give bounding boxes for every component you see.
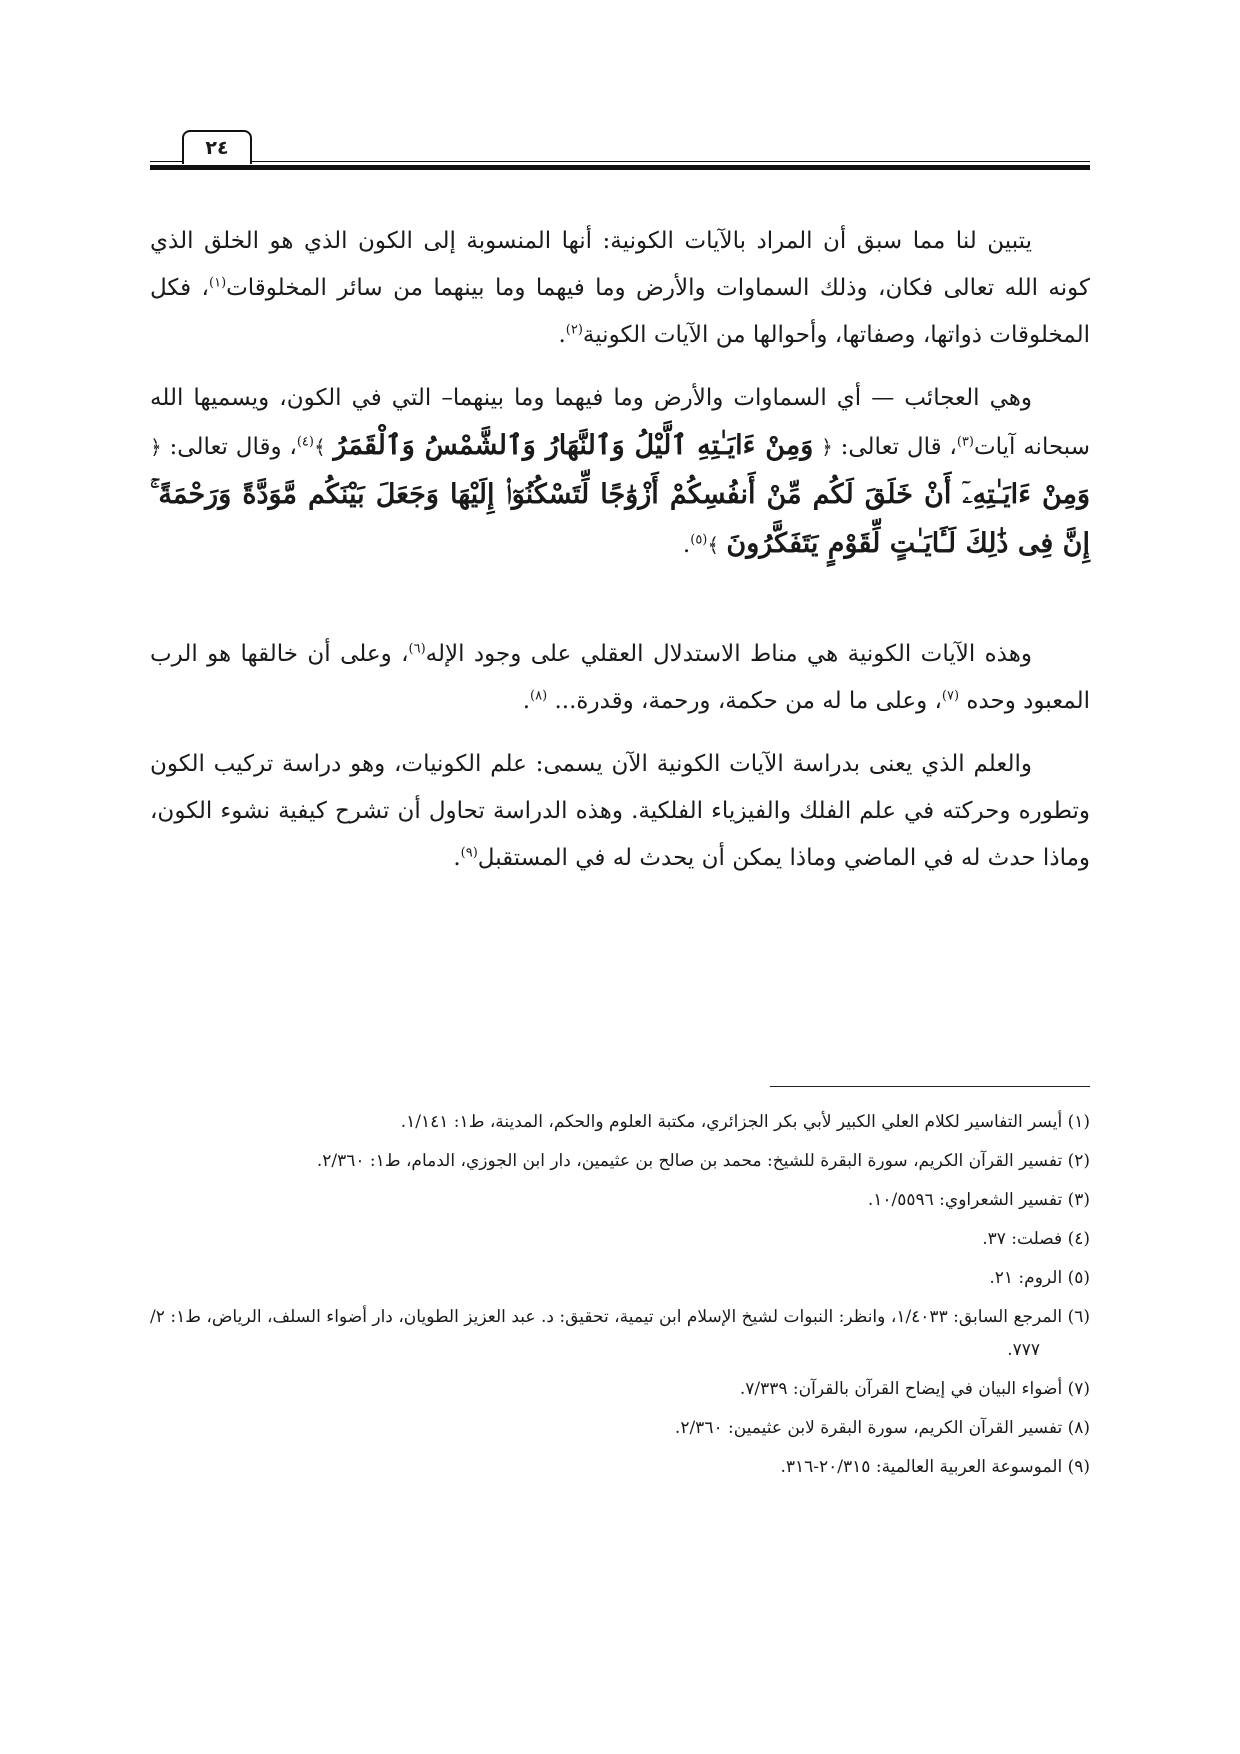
header-rule-thin <box>150 161 1090 163</box>
footnote-item: (٨) تفسير القرآن الكريم، سورة البقرة لابن عثيمين: ٢/٣٦٠. <box>674 1418 1090 1438</box>
paragraph-text: ، وعلى ما له من حكمة، ورحمة، وقدرة... <box>547 688 942 714</box>
footnote-item: (١) أيسر التفاسير لكلام العلي الكبير لأبي بكر الجزائري، مكتبة العلوم والحكم، المدينة، ط١: ١/١٤١. <box>400 1112 1090 1132</box>
paragraph-3 <box>150 631 1090 725</box>
quran-bracket-close: ﴾ <box>313 435 326 459</box>
quran-verse-2: وَمِنْ ءَايَـٰتِهِۦٓ أَنْ خَلَقَ لَكُم مِّنْ أَنفُسِكُمْ أَزْوَٰجًا لِّتَسْكُنُوٓا۟ إِلَيْهَا وَجَعَلَ بَيْنَكُم مَّوَدَّةً وَرَحْمَةً ۚ إِنَّ فِى ذَٰلِكَ لَـَٔايَـٰتٍ لِّقَوْمٍ يَتَفَكَّرُونَ <box>150 479 1090 559</box>
page-header <box>150 130 1090 170</box>
verse-intro: ، وقال تعالى: <box>161 434 297 460</box>
footnote-ref-8[interactable]: (٨) <box>530 688 548 704</box>
header-rule-thick <box>150 165 1090 170</box>
footnote-item: (٩) الموسوعة العربية العالمية: ٢٠/٣١٥-٣١٦. <box>780 1457 1090 1477</box>
footnote-item: (٤) فصلت: ٣٧. <box>982 1229 1090 1249</box>
paragraph-2 <box>150 375 1090 569</box>
punctuation: . <box>522 688 531 714</box>
footnote-ref-3[interactable]: (٣) <box>956 434 974 450</box>
paragraph-text: ، وعلى أن خالقها هو الرب المعبود وحده <box>150 641 1090 714</box>
footnote-ref-5[interactable]: (٥) <box>690 532 708 548</box>
punctuation: . <box>682 532 691 558</box>
punctuation: . <box>558 322 566 348</box>
footnotes-list <box>150 1106 1090 1490</box>
footnote-item: (٥) الروم: ٢١. <box>989 1268 1090 1288</box>
paragraph-text: يتبين لنا مما سبق أن المراد بالآيات الكونية: أنها المنسوبة إلى الكون الذي هو الخلق الذي كونه الله تعالى فكان، وذلك السماوات والأرض وما فيهما وما بينهما من سائر المخلوقات <box>150 228 1090 301</box>
footnote-item: (٢) تفسير القرآن الكريم، سورة البقرة للشيخ: محمد بن صالح بن عثيمين، دار ابن الجوزي، الدمام، ط١: ٢/٣٦٠. <box>316 1151 1090 1171</box>
main-text <box>150 218 1090 898</box>
footnote-ref-4[interactable]: (٤) <box>296 434 314 450</box>
paragraph-text: والعلم الذي يعنى بدراسة الآيات الكونية الآن يسمى: علم الكونيات، وهو دراسة تركيب الكون وتطوره وحركته في علم الفلك والفيزياء الفلكية. وهذه الدراسة تحاول أن تشرح كيفية نشوء الكون، وماذا حدث له في الماضي وماذا يمكن أن يحدث له في المستقبل <box>150 751 1090 871</box>
footnote-ref-6[interactable]: (٦) <box>408 641 426 657</box>
footnote-ref-2[interactable]: (٢) <box>565 322 583 338</box>
footnote-item: (٣) تفسير الشعراوي: ١٠/٥٥٩٦. <box>867 1190 1090 1210</box>
quran-bracket-close: ﴾ <box>707 533 720 557</box>
footnote-item: (٦) المرجع السابق: ١/٤٠٣٣، وانظر: النبوات لشيخ الإسلام ابن تيمية، تحقيق: د. عبد العزيز الطويان، دار أضواء السلف، الرياض، ط١: ٢/ ٧٧٧. <box>150 1307 1091 1360</box>
footnote-ref-9[interactable]: (٩) <box>460 845 478 861</box>
footnote-ref-7[interactable]: (٧) <box>941 688 960 704</box>
paragraph-1 <box>150 218 1090 359</box>
paragraph-text: ، فكل المخلوقات ذواتها، وصفاتها، وأحوالها من الآيات الكونية <box>150 275 1090 348</box>
punctuation: . <box>453 845 461 871</box>
quran-verse-1: وَمِنْ ءَايَـٰتِهِ ٱلَّيْلُ وَٱلنَّهَارُ وَٱلشَّمْسُ وَٱلْقَمَرُ <box>333 430 814 461</box>
paragraph-text: وهذه الآيات الكونية هي مناط الاستدلال العقلي على وجود الإله <box>425 641 1032 667</box>
quran-bracket-open: ﴿ <box>821 435 833 459</box>
footnote-separator <box>770 1086 1090 1087</box>
footnote-item: (٧) أضواء البيان في إيضاح القرآن بالقرآن: ٧/٣٣٩. <box>739 1379 1090 1399</box>
verse-intro: ، قال تعالى: <box>832 434 957 460</box>
paragraph-4 <box>150 741 1090 882</box>
footnote-ref-1[interactable]: (١) <box>209 275 227 291</box>
paragraph-text: وهي العجائب — أي السماوات والأرض وما فيهما وما بينهما– التي في الكون، ويسميها الله سبحانه آيات <box>150 385 1091 460</box>
page-number: ٢٤ <box>182 130 252 164</box>
quran-bracket-open: ﴿ <box>150 435 162 459</box>
